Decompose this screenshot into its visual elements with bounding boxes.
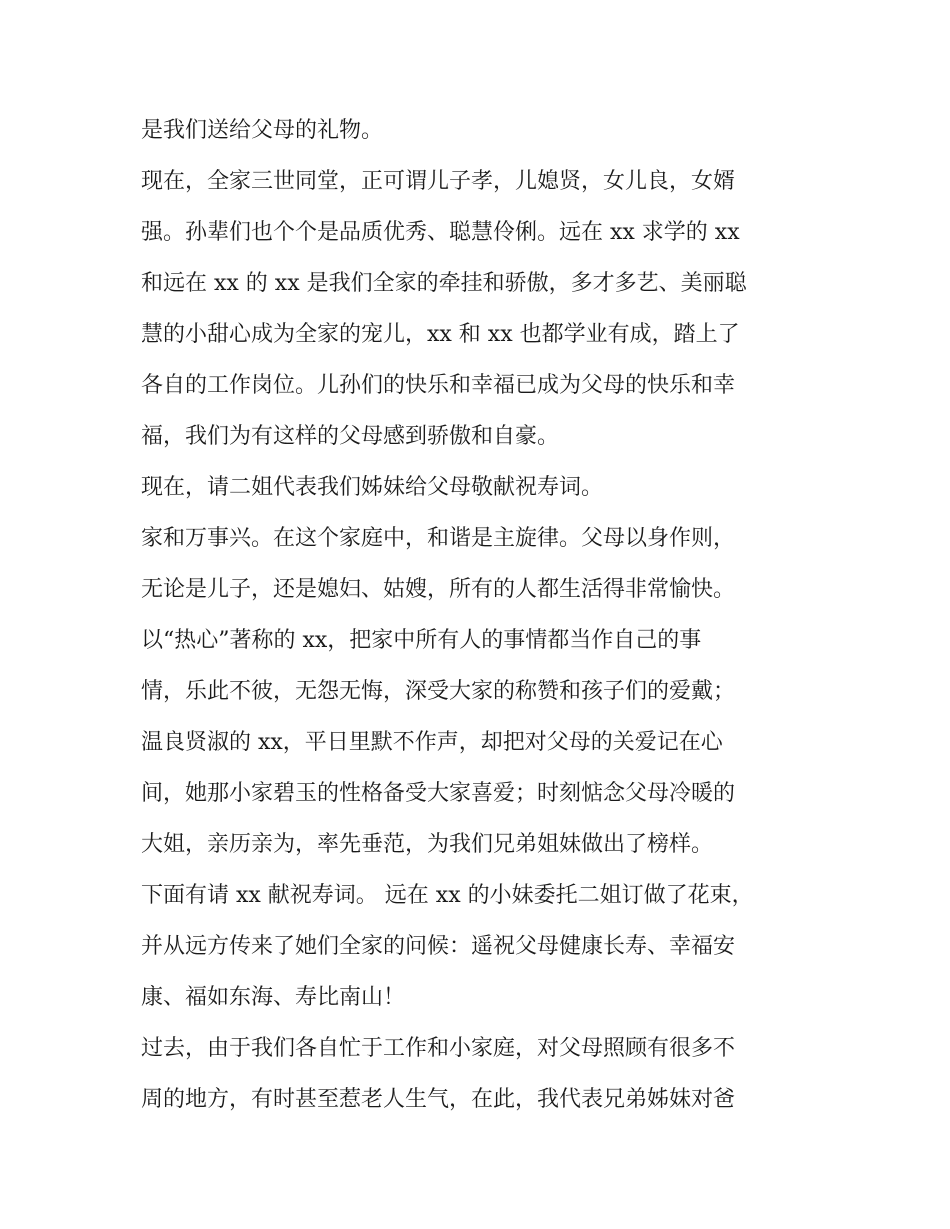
- document-body: [141, 105, 821, 1125]
- text-line: 情，乐此不彼，无怨无悔，深受大家的称赞和孩子们的爱戴；: [141, 679, 736, 704]
- text-line: 大姐，亲历亲为，率先垂范，为我们兄弟姐妹做出了榜样。: [141, 832, 714, 857]
- text-line: 慧的小甜心成为全家的宠儿，xx 和 xx 也都学业有成，踏上了: [141, 322, 740, 347]
- text-line: 各自的工作岗位。儿孙们的快乐和幸福已成为父母的快乐和幸: [141, 373, 736, 398]
- text-line: 强。孙辈们也个个是品质优秀、聪慧伶俐。远在 xx 求学的 xx: [141, 220, 740, 245]
- text-line: 家和万事兴。在这个家庭中，和谐是主旋律。父母以身作则，: [141, 526, 736, 551]
- text-line: 下面有请 xx 献祝寿词。 远在 xx 的小妹委托二姐订做了花束，: [141, 883, 754, 908]
- text-line: 无论是儿子，还是媳妇、姑嫂，所有的人都生活得非常愉快。: [141, 577, 736, 602]
- text-line: 并从远方传来了她们全家的问候：遥祝父母健康长寿、幸福安: [141, 934, 736, 959]
- text-line: 现在，全家三世同堂，正可谓儿子孝，儿媳贤，女儿良，女婿: [141, 169, 736, 194]
- text-line: 康、福如东海、寿比南山！: [141, 985, 406, 1010]
- text-line: 和远在 xx 的 xx 是我们全家的牵挂和骄傲，多才多艺、美丽聪: [141, 271, 747, 296]
- text-line: 周的地方，有时甚至惹老人生气，在此，我代表兄弟姊妹对爸: [141, 1087, 736, 1112]
- text-line: 现在，请二姐代表我们姊妹给父母敬献祝寿词。: [141, 475, 604, 500]
- text-line: 是我们送给父母的礼物。: [141, 118, 384, 143]
- text-line: 温良贤淑的 xx，平日里默不作声，却把对父母的关爱记在心: [141, 730, 723, 755]
- text-line: 间，她那小家碧玉的性格备受大家喜爱；时刻惦念父母冷暖的: [141, 781, 736, 806]
- text-line: 福，我们为有这样的父母感到骄傲和自豪。: [141, 424, 560, 449]
- text-line: 过去，由于我们各自忙于工作和小家庭，对父母照顾有很多不: [141, 1036, 736, 1061]
- text-line: 以“热心”著称的 xx，把家中所有人的事情都当作自己的事: [141, 628, 702, 653]
